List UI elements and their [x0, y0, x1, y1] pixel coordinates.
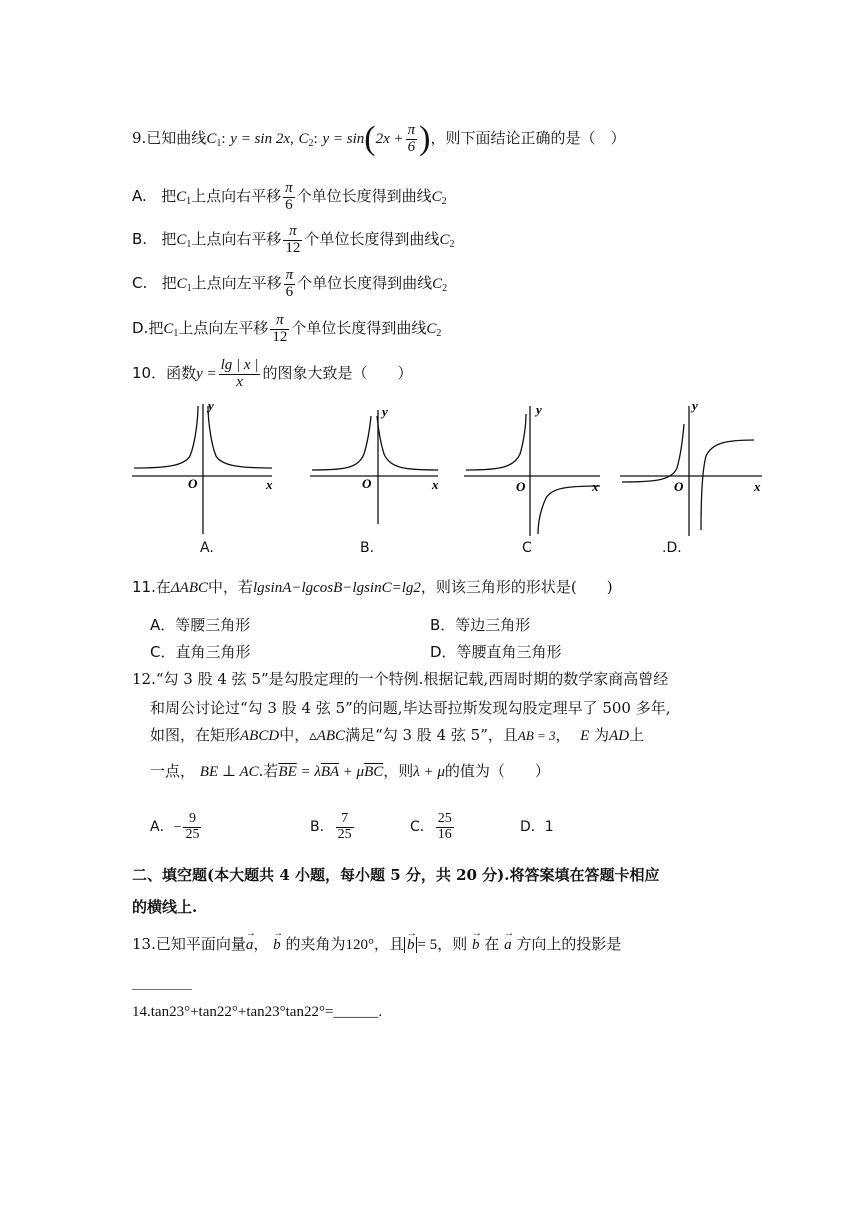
graph-b-o: O	[362, 476, 372, 491]
q12-options	[150, 812, 554, 842]
q12-line3: 如图，在矩形ABCD中，▵ABC满足“勾 3 股 4 弦 5”，且AB = 3， E 为AD上	[150, 726, 645, 744]
graph-c-o: O	[516, 479, 526, 494]
graph-label-a: A.	[200, 540, 214, 556]
graph-label-c: C	[522, 540, 532, 556]
graph-a-x: x	[266, 477, 273, 492]
graph-a	[132, 404, 272, 534]
q11-option-a: A．等腰三角形	[150, 616, 251, 634]
section2-heading-line1: 二、填空题(本大题共 4 小题，每小题 5 分，共 20 分).将答案填在答题卡相应	[132, 866, 660, 884]
q9-option-d: D.把$C_1$上点向左平移 $\frac{\pi}{12}$ 个单位长度得到曲线$C_2$	[132, 311, 442, 345]
graph-d-x: x	[754, 479, 761, 494]
q11-option-b: B．等边三角形	[430, 616, 531, 634]
q11-option-d: D．等腰直角三角形	[430, 643, 562, 661]
graph-c-x: x	[592, 479, 599, 494]
q12-option-a: A．− $\frac{9}{25}$	[150, 811, 200, 842]
q9-option-b: B. 把$C_1$上点向右平移 $\frac{\pi}{12}$ 个单位长度得到曲线$C_2$	[132, 222, 455, 256]
graph-a-o: O	[188, 476, 198, 491]
graph-a-y: y	[208, 398, 214, 413]
section2-heading-line2: 的横线上.	[132, 898, 198, 916]
graph-d-o: O	[674, 479, 684, 494]
graph-b-y: y	[382, 404, 388, 419]
graph-c-y: y	[536, 402, 542, 417]
q12-option-d: D．1	[520, 819, 554, 836]
q11-option-c: C．直角三角形	[150, 643, 251, 661]
q10-graphs	[126, 396, 766, 556]
q13-stem: 13.已知平面向量→ a， → b 的夹角为120°，且 → b = 5，则 → b 在 → a 方向上的投影是	[132, 932, 621, 957]
q12-option-b: B． $\frac{7}{25}$	[310, 811, 352, 842]
q12-line2: 和周公讨论过“勾 3 股 4 弦 5”的问题,毕达哥拉斯发现勾股定理早了 500 多年,	[150, 699, 671, 717]
graph-c	[464, 406, 600, 536]
c2-equation: y = sin	[322, 131, 365, 147]
graph-b	[310, 410, 438, 524]
q11-stem: 11.在ΔABC中，若lgsinA−lgcosB−lgsinC=lg2，则该三角形的形状是( )	[132, 578, 613, 596]
graph-b-x: x	[432, 477, 439, 492]
q13-answer-blank[interactable]: ________	[132, 972, 192, 990]
q12-line1: 12.“勾 3 股 4 弦 5”是勾股定理的一个特例.根据记载,西周时期的数学家商高曾经	[132, 670, 669, 688]
graph-d	[620, 406, 762, 536]
graph-label-d: .D.	[662, 540, 682, 556]
q9-option-a: A. 把$C_1$上点向右平移 $\frac{\pi}{6}$ 个单位长度得到曲线$C_2$	[132, 179, 447, 213]
q12-option-c: C． $\frac{25}{16}$	[410, 811, 452, 842]
graph-d-y: y	[692, 398, 698, 413]
q12-line4: 一点， BE ⊥ AC.若$\overline{BE} = \lambda\overline{BA} + \mu\overline{BC}$，则λ + μ的值为（ ）	[150, 762, 550, 780]
graph-label-b: B.	[360, 540, 375, 556]
q14-stem: 14.tan23°+tan22°+tan23°tan22°=______.	[132, 1004, 383, 1020]
q9-option-c: C. 把$C_1$上点向左平移 $\frac{\pi}{6}$ 个单位长度得到曲线$C_2$	[132, 266, 448, 300]
q10-stem: 10．函数y = $\frac{\lg | x |}{x}$ 的图象大致是（ ）	[132, 356, 413, 390]
c1-equation: y = sin 2x,	[230, 131, 294, 147]
q9-stem: 9.已知曲线$C_1$: y = sin 2x, $C_2$: y = sin(2x + $\frac{\pi}{6}$ )，则下面结论正确的是（ ）	[132, 120, 626, 157]
